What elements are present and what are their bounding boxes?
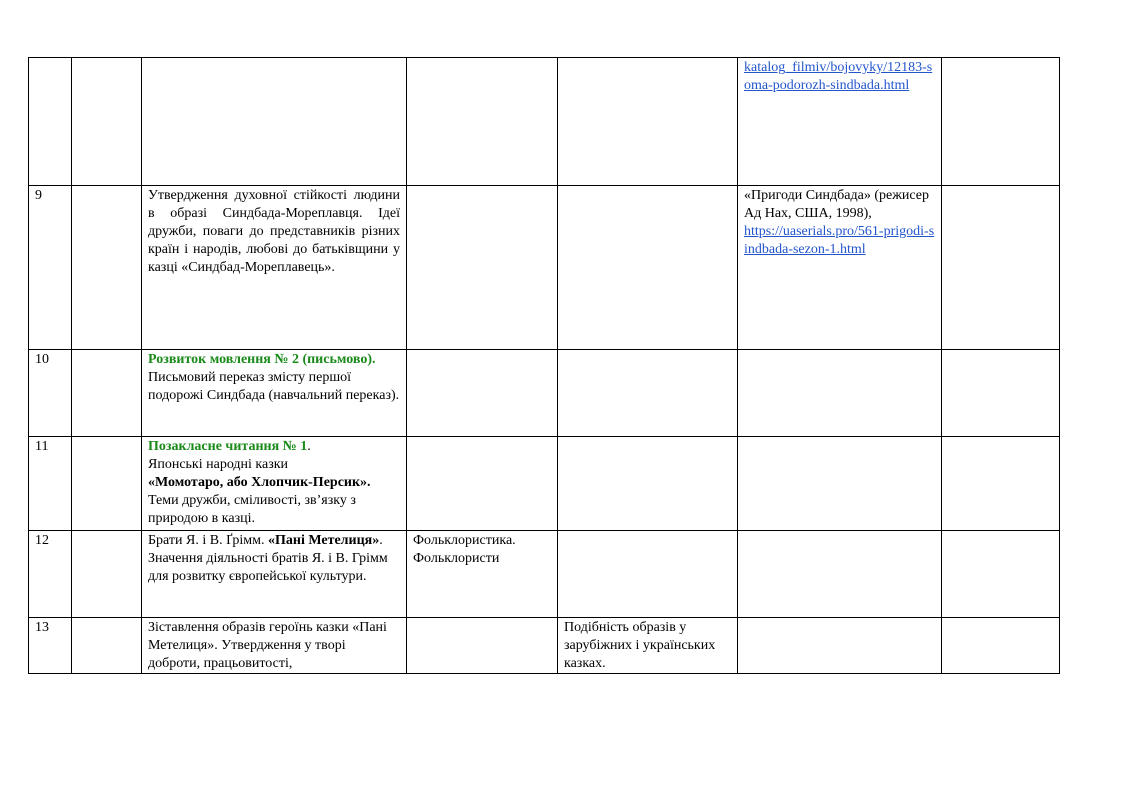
topic-highlight: Позакласне читання № 1 (148, 439, 308, 454)
media-cell (738, 58, 942, 186)
topic-cell: Утвердження духовної стійкості людини в образі Синдбада-Мореплавця. Ідеї дружби, поваги до представників різних країн і народів, любові до батьківщини у казці «Синдбад-Мореплавець». (142, 186, 407, 350)
topic-cell (142, 531, 407, 618)
links-cell (558, 350, 738, 437)
topic-cell (142, 350, 407, 437)
lesson-number-cell (29, 58, 72, 186)
links-cell (558, 531, 738, 618)
topic-bold: «Момотаро, або Хлопчик-Персик». (148, 475, 371, 490)
notes-cell (942, 531, 1060, 618)
topic-bold: «Пані Метелиця» (267, 533, 380, 548)
topic-text: Теми дружби, сміливості, зв’язку з природою в казці. (148, 493, 356, 526)
links-cell (558, 437, 738, 531)
topic-cell (142, 437, 407, 531)
lesson-plan-table (28, 57, 1060, 674)
theory-cell (407, 186, 558, 350)
theory-cell (407, 350, 558, 437)
notes-cell (942, 186, 1060, 350)
table-row (29, 58, 1060, 186)
notes-cell (942, 437, 1060, 531)
topic-highlight: Розвиток мовлення № 2 (письмово). (148, 352, 376, 367)
table-row (29, 618, 1060, 674)
topic-dot: . (307, 439, 311, 454)
date-cell (72, 531, 142, 618)
theory-cell (407, 437, 558, 531)
notes-cell (942, 618, 1060, 674)
links-cell (558, 58, 738, 186)
lesson-number-cell: 10 (29, 350, 72, 437)
media-cell (738, 186, 942, 350)
theory-cell: Фольклористика. Фольклористи (407, 531, 558, 618)
media-cell (738, 531, 942, 618)
media-cell (738, 437, 942, 531)
topic-text: . Значення діяльності братів Я. і В. Грімм для розвитку європейської культури. (148, 533, 388, 584)
date-cell (72, 618, 142, 674)
table-row (29, 437, 1060, 531)
date-cell (72, 58, 142, 186)
film-link[interactable]: https://uaserials.pro/561-prigodi-sindbada-sezon-1.html (744, 224, 935, 257)
date-cell (72, 437, 142, 531)
media-cell (738, 618, 942, 674)
film-link[interactable]: katalog_filmiv/bojovyky/12183-soma-podorozh-sindbada.html (744, 60, 933, 93)
topic-cell (142, 58, 407, 186)
topic-cell: Зіставлення образів героїнь казки «Пані Метелиця». Утвердження у творі доброти, працьовитості, (142, 618, 407, 674)
table-row (29, 350, 1060, 437)
notes-cell (942, 350, 1060, 437)
links-cell (558, 186, 738, 350)
media-cell (738, 350, 942, 437)
links-cell: Подібність образів у зарубіжних і українських казках. (558, 618, 738, 674)
topic-text: Японські народні казки (148, 457, 289, 472)
theory-cell (407, 58, 558, 186)
theory-cell (407, 618, 558, 674)
notes-cell (942, 58, 1060, 186)
lesson-number-cell: 12 (29, 531, 72, 618)
lesson-number-cell: 13 (29, 618, 72, 674)
topic-text: Письмовий переказ змісту першої подорожі Синдбада (навчальний переказ). (148, 370, 400, 403)
table-row (29, 186, 1060, 350)
date-cell (72, 350, 142, 437)
topic-text: Брати Я. і В. Ґрімм. (148, 533, 268, 548)
lesson-number-cell: 11 (29, 437, 72, 531)
film-title: «Пригоди Синдбада» (режисер Ад Нах, США, 1998), (744, 188, 929, 221)
table-row (29, 531, 1060, 618)
lesson-number-cell: 9 (29, 186, 72, 350)
date-cell (72, 186, 142, 350)
